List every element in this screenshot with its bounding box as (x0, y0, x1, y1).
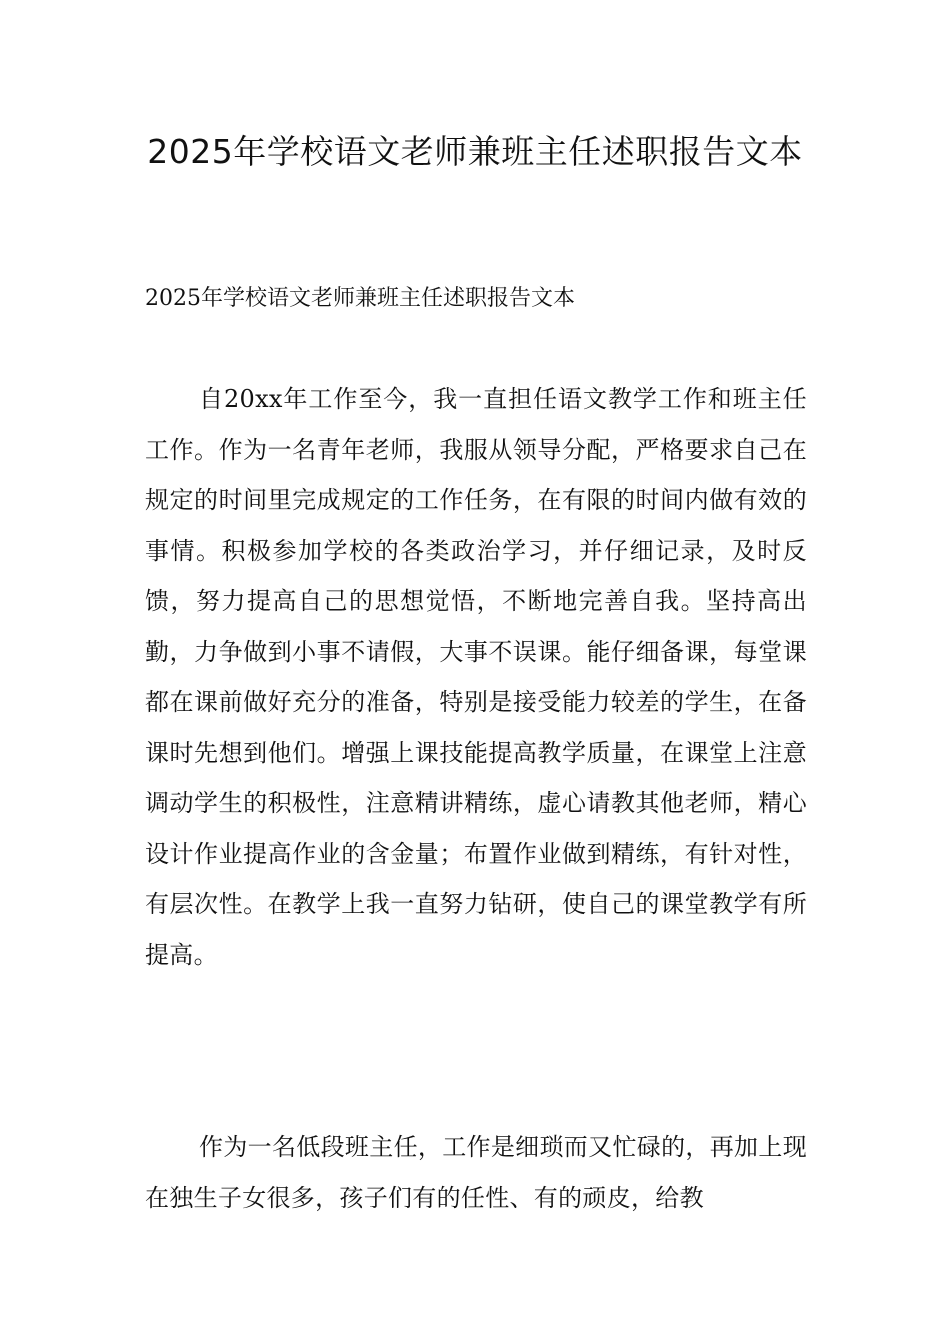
document-subtitle: 2025年学校语文老师兼班主任述职报告文本 (145, 286, 575, 311)
body-paragraph-2: 作为一名低段班主任，工作是细琐而又忙碌的，再加上现在独生子女很多，孩子们有的任性、有的顽皮，给教 (145, 1133, 807, 1212)
body-paragraph-1: 自20xx年工作至今，我一直担任语文教学工作和班主任工作。作为一名青年老师，我服从领导分配，严格要求自己在规定的时间里完成规定的工作任务，在有限的时间内做有效的事情。积极参加学校的各类政治学习，并仔细记录，及时反馈，努力提高自己的思想觉悟，不断地完善自我。坚持高出勤，力争做到小事不请假，大事不误课。能仔细备课，每堂课都在课前做好充分的准备，特别是接受能力较差的学生，在备课时先想到他们。增强上课技能提高教学质量，在课堂上注意调动学生的积极性，注意精讲精练，虚心请教其他老师，精心设计作业提高作业的含金量；布置作业做到精练，有针对性，有层次性。在教学上我一直努力钻研，使自己的课堂教学有所提高。 (145, 385, 807, 969)
document-title: 2025年学校语文老师兼班主任述职报告文本 (147, 132, 803, 171)
